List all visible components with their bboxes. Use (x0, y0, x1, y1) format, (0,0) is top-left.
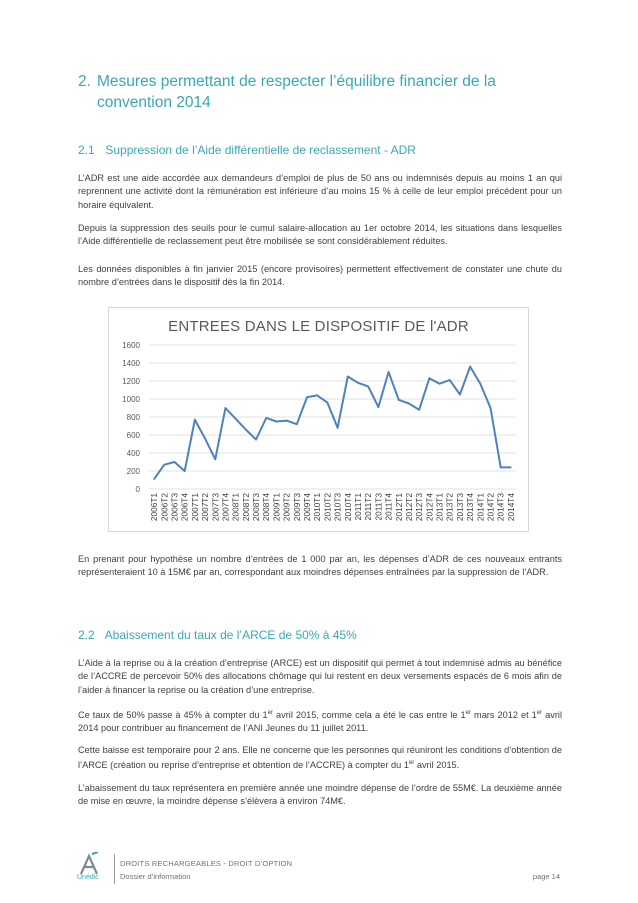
subsection-title: Abaissement du taux de l’ARCE de 50% à 45% (104, 628, 357, 642)
x-tick-label: 2014T2 (485, 493, 496, 522)
data-point (357, 382, 359, 384)
data-point (490, 407, 492, 409)
subsection-number: 2.1 (78, 143, 95, 157)
x-tick-label: 2006T3 (169, 493, 180, 522)
y-tick-label: 1400 (122, 359, 140, 368)
data-point (214, 459, 216, 461)
subsection-heading-2-2 (78, 628, 357, 642)
data-point (500, 467, 502, 469)
page-number: page 14 (532, 872, 560, 881)
x-tick-label: 2013T3 (454, 493, 465, 522)
data-point (194, 419, 196, 421)
x-tick-label: 2008T1 (230, 493, 241, 522)
data-point (388, 371, 390, 373)
ordinal-suffix: er (267, 710, 273, 716)
data-point (449, 379, 451, 381)
section-heading-2 (78, 71, 568, 113)
x-tick-label: 2009T4 (302, 493, 313, 522)
subsection-title: Suppression de l’Aide différentielle de reclassement - ADR (105, 143, 416, 157)
data-point (306, 396, 308, 398)
data-point (327, 402, 329, 404)
paragraph-adr-definition: L’ADR est une aide accordée aux demandeurs d’emploi de plus de 50 ans ou indemnisés depuis au moins 1 an qui reprennent une activité dont la rémunération est inférieure d’au moins 15 % à celle de leur emploi précédent pour un horaire équivalent. (78, 173, 562, 210)
x-tick-label: 2008T2 (240, 493, 251, 522)
paragraph-adr-hypothese: En prenant pour hypothèse un nombre d’entrées de 1 000 par an, les dépenses d’ADR de ces nouveaux entrants représenteraient 10 à 15M€ par an, correspondant aux moindres dépenses entraînées par la suppression de l’ADR. (78, 554, 562, 578)
x-tick-label: 2012T2 (403, 493, 414, 522)
section-number: 2. (78, 73, 91, 90)
data-point (378, 406, 380, 408)
data-point (255, 439, 257, 441)
x-tick-label: 2008T3 (251, 493, 262, 522)
paragraph-arce-definition: L’Aide à la reprise ou à la création d’entreprise (ARCE) est un dispositif qui permet à tout indemnisé admis au bénéfice de l’ACCRE de percevoir 50% des allocations chômage qui lui restent en deux versements espacés de 6 mois afin de l’aider à financer la reprise ou la création d’une entreprise. (78, 658, 562, 695)
chart-title: ENTREES DANS LE DISPOSITIF DE l'ADR (168, 318, 469, 335)
x-tick-label: 2009T1 (271, 493, 282, 522)
y-tick-label: 200 (126, 467, 140, 476)
y-tick-label: 1200 (122, 377, 140, 386)
y-tick-label: 1000 (122, 395, 140, 404)
subsection-number: 2.2 (78, 628, 95, 642)
x-tick-label: 2012T1 (393, 493, 404, 522)
data-point (398, 399, 400, 401)
x-tick-label: 2007T3 (210, 493, 221, 522)
y-tick-label: 0 (135, 485, 140, 494)
series-line (154, 367, 511, 480)
data-point (480, 383, 482, 385)
x-tick-label: 2009T3 (291, 493, 302, 522)
x-tick-label: 2009T2 (281, 493, 292, 522)
data-point (367, 386, 369, 388)
y-tick-label: 600 (126, 431, 140, 440)
data-point (418, 409, 420, 411)
ordinal-suffix: er (408, 760, 415, 767)
x-tick-label: 2012T4 (424, 493, 435, 522)
paragraph-arce-depense: L’abaissement du taux représentera en première année une moindre dépense de l’ordre de 55M€. La deuxième année de mise en œuvre, la moindre dépense s’élèvera à environ 74M€. (78, 783, 562, 807)
footer-title: DROITS RECHARGEABLES - DROIT D’OPTION (120, 859, 293, 868)
x-tick-label: 2010T2 (322, 493, 333, 522)
x-tick-label: 2007T1 (189, 493, 200, 522)
x-tick-label: 2013T4 (465, 493, 476, 522)
subsection-heading-2-1 (78, 143, 416, 157)
data-point (245, 429, 247, 431)
x-tick-label: 2008T4 (261, 493, 272, 522)
x-tick-label: 2013T2 (444, 493, 455, 522)
x-tick-label: 2006T4 (179, 493, 190, 522)
x-tick-label: 2007T4 (220, 493, 231, 522)
x-tick-label: 2011T4 (383, 493, 394, 521)
x-tick-label: 2011T1 (352, 493, 363, 521)
x-tick-label: 2014T1 (475, 493, 486, 522)
unedic-logo-icon (77, 852, 107, 876)
y-tick-label: 400 (126, 449, 140, 458)
data-point (276, 421, 278, 423)
x-tick-label: 2012T3 (414, 493, 425, 522)
data-point (439, 383, 441, 385)
ordinal-suffix: er (465, 710, 472, 716)
data-point (316, 395, 318, 397)
paragraph-adr-seuils: Depuis la suppression des seuils pour le cumul salaire-allocation au 1er octobre 2014, les situations dans lesquelles l’Aide différentielle de reclassement peut être mobilisée se sont considérablement réduites. (78, 223, 562, 247)
x-tick-label: 2010T3 (332, 493, 343, 522)
x-tick-label: 2014T4 (505, 493, 516, 522)
data-point (265, 417, 267, 419)
data-point (510, 467, 512, 469)
data-point (469, 366, 471, 368)
data-point (429, 378, 431, 380)
data-point (459, 394, 461, 396)
footer-subtitle: Dossier d’information (120, 872, 191, 881)
unedic-wordmark: Unédic (77, 874, 99, 881)
data-point (347, 376, 349, 378)
data-point (235, 418, 237, 420)
y-tick-label: 1600 (122, 341, 140, 350)
data-point (174, 461, 176, 463)
data-point (153, 478, 155, 480)
data-point (184, 470, 186, 472)
data-point (408, 403, 410, 405)
chart-canvas (109, 308, 528, 531)
x-tick-label: 2006T2 (159, 493, 170, 522)
x-tick-label: 2014T3 (495, 493, 506, 522)
x-tick-label: 2011T3 (373, 493, 384, 521)
paragraph-arce-taux: Ce taux de 50% passe à 45% à compter du 1er avril 2015, comme cela a été le cas entre le 1er mars 2012 et 1er avril 2014 pour contribuer au financement de l’ANI Jeunes du 11 juillet 2011. (78, 710, 562, 734)
paragraph-adr-donnees: Les données disponibles à fin janvier 2015 (encore provisoires) permettent effectivement de constater une chute du nombre d’entrées dans le dispositif dès la fin 2014. (78, 264, 562, 288)
data-point (296, 423, 298, 425)
y-tick-label: 800 (126, 413, 140, 422)
data-point (286, 420, 288, 422)
footer-divider (114, 854, 115, 884)
data-point (204, 438, 206, 440)
adr-chart (108, 307, 529, 532)
data-point (225, 407, 227, 409)
data-point (337, 427, 339, 429)
x-tick-label: 2013T1 (434, 493, 445, 522)
x-tick-label: 2006T1 (149, 493, 160, 522)
data-point (163, 464, 165, 466)
x-tick-label: 2010T1 (312, 493, 323, 522)
x-tick-label: 2007T2 (200, 493, 211, 522)
ordinal-suffix: er (536, 710, 543, 716)
paragraph-arce-baisse: Cette baisse est temporaire pour 2 ans. Elle ne concerne que les personnes qui réuniront les conditions d’obtention de l’ARCE (création ou reprise d’entreprise et obtention de l’ACCRE) à compter du 1er avril 2015. (78, 745, 562, 771)
x-tick-label: 2011T2 (363, 493, 374, 521)
section-title: Mesures permettant de respecter l’équilibre financier de la convention 2014 (97, 73, 496, 111)
x-tick-label: 2010T4 (342, 493, 353, 522)
